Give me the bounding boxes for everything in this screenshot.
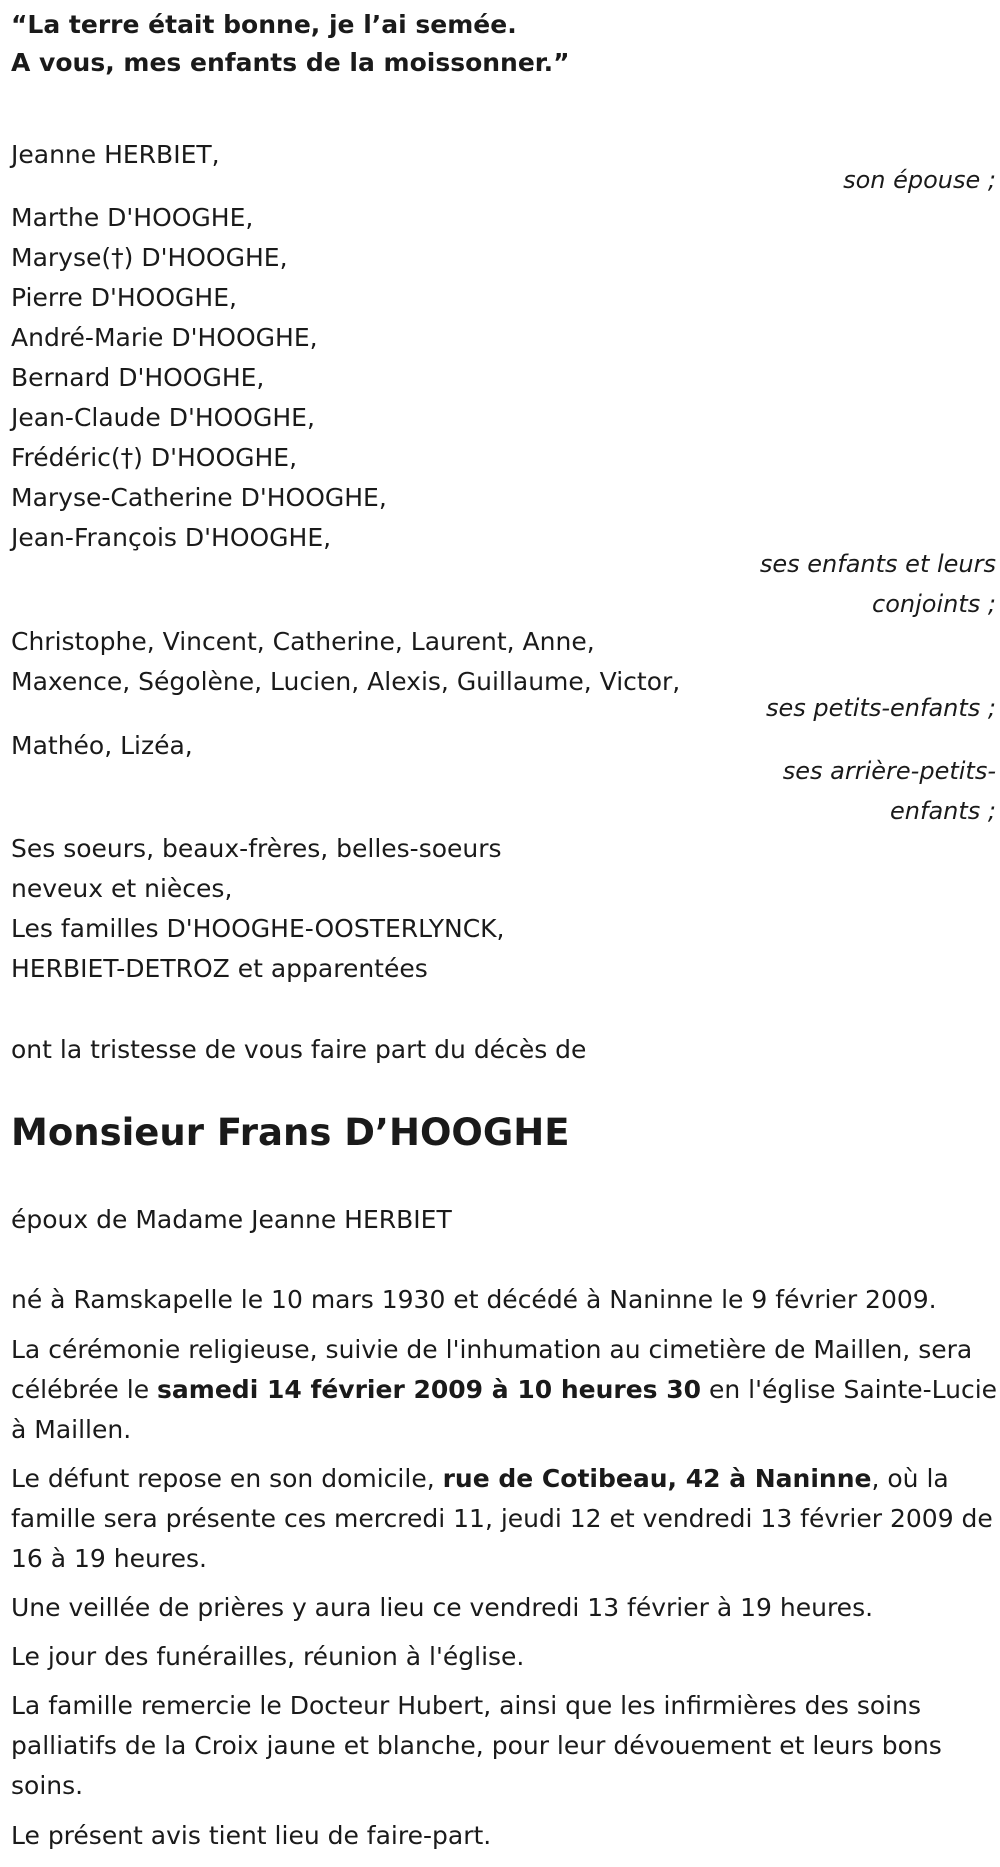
ceremony-paragraph	[11, 1330, 1000, 1450]
child-name: Maryse-Catherine D'HOOGHE,	[11, 483, 387, 512]
great-grandchildren-names: Mathéo, Lizéa,	[11, 731, 193, 760]
deceased-name: Monsieur Frans D’HOOGHE	[11, 1111, 570, 1154]
child-name: Marthe D'HOOGHE,	[11, 203, 254, 232]
grandchildren-role: ses petits-enfants ;	[765, 694, 996, 722]
thanks-paragraph: La famille remercie le Docteur Hubert, ainsi que les infirmières des soins palliatifs de la Croix jaune et blanche, pour leur dévouement et leurs bons soins.	[11, 1691, 942, 1800]
child-name: André-Marie D'HOOGHE,	[11, 323, 318, 352]
children-role-line-1: ses enfants et leurs	[759, 550, 996, 578]
grandchildren-line-2: Maxence, Ségolène, Lucien, Alexis, Guillaume, Victor,	[11, 667, 681, 696]
child-name: Jean-François D'HOOGHE,	[11, 523, 332, 552]
child-name: Jean-Claude D'HOOGHE,	[11, 403, 315, 432]
family-line: HERBIET-DETROZ et apparentées	[11, 954, 428, 983]
spouse-name: Jeanne HERBIET,	[11, 140, 220, 169]
spouse-of-text: époux de Madame Jeanne HERBIET	[11, 1205, 452, 1234]
quote-line-1: “La terre était bonne, je l’ai semée.	[11, 10, 517, 39]
great-grandchildren-role-line-1: ses arrière-petits-	[782, 757, 996, 785]
birth-death-text: né à Ramskapelle le 10 mars 1930 et décédé à Naninne le 9 février 2009.	[11, 1285, 937, 1314]
rest-paragraph	[11, 1459, 1000, 1579]
quote-line-2: A vous, mes enfants de la moissonner.”	[11, 48, 570, 77]
ceremony-date: samedi 14 février 2009 à 10 heures 30	[157, 1375, 702, 1404]
rest-text-post: , où la famille sera présente ces mercredi 11, jeudi 12 et vendredi 13 février 2009 de 16 à 19 heures.	[11, 1464, 993, 1573]
grandchildren-line-1: Christophe, Vincent, Catherine, Laurent, Anne,	[11, 627, 595, 656]
great-grandchildren-role-line-2: enfants ;	[890, 797, 996, 825]
family-line: neveux et nièces,	[11, 874, 233, 903]
vigil-text: Une veillée de prières y aura lieu ce vendredi 13 février à 19 heures.	[11, 1593, 874, 1622]
spouse-role: son épouse ;	[843, 166, 996, 194]
child-name: Bernard D'HOOGHE,	[11, 363, 265, 392]
ceremony-text-pre: La cérémonie religieuse, suivie de l'inhumation au cimetière de Maillen, sera célébrée le	[11, 1335, 973, 1404]
family-line: Ses soeurs, beaux-frères, belles-soeurs	[11, 834, 502, 863]
family-line: Les familles D'HOOGHE-OOSTERLYNCK,	[11, 914, 505, 943]
child-name: Maryse(†) D'HOOGHE,	[11, 243, 288, 272]
child-name: Frédéric(†) D'HOOGHE,	[11, 443, 298, 472]
rest-address: rue de Cotibeau, 42 à Naninne	[442, 1464, 872, 1493]
notice-text: Le présent avis tient lieu de faire-part.	[11, 1821, 492, 1850]
funeral-meeting-text: Le jour des funérailles, réunion à l'église.	[11, 1642, 525, 1671]
child-name: Pierre D'HOOGHE,	[11, 283, 237, 312]
rest-text-pre: Le défunt repose en son domicile,	[11, 1464, 443, 1493]
children-role-line-2: conjoints ;	[872, 590, 996, 618]
ceremony-text-post: en l'église Sainte-Lucie à Maillen.	[11, 1375, 998, 1444]
announcement-text: ont la tristesse de vous faire part du décès de	[11, 1035, 587, 1064]
